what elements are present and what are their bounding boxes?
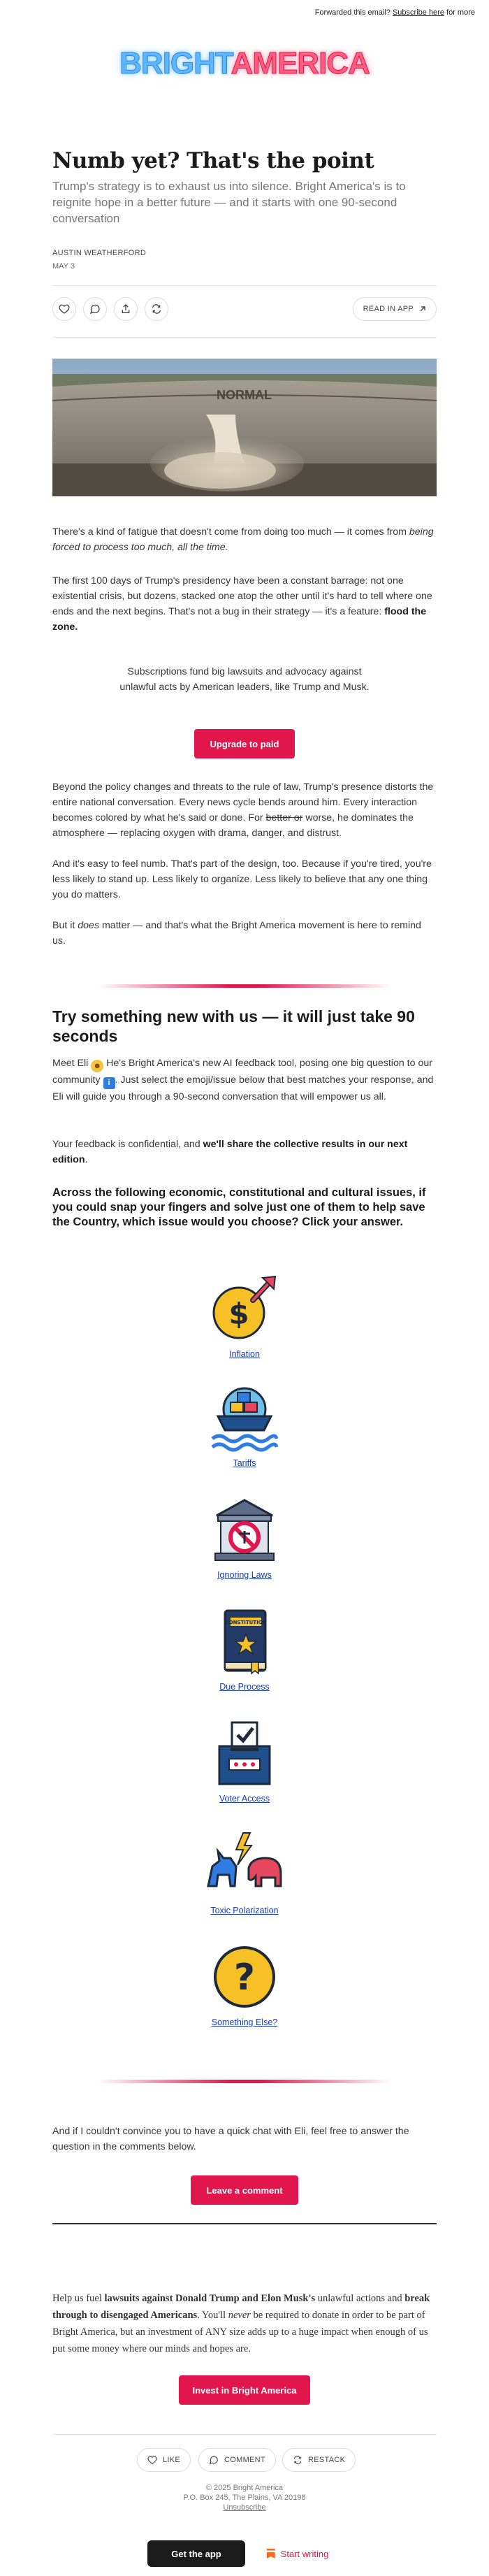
- footer-address: P.O. Box 245, The Plains, VA 20198: [183, 2494, 306, 2502]
- divider-line: [52, 2434, 437, 2435]
- read-in-app-button[interactable]: [353, 297, 437, 321]
- italic-text: does: [78, 920, 100, 931]
- text-segment: be required to donate in order to be part of Bright America, but an investment of ANY size adds up to a huge impact when enough of us put some money where our minds and hopes are.: [52, 2310, 428, 2354]
- subscribe-link[interactable]: Subscribe here: [392, 8, 444, 17]
- footer-restack-button[interactable]: [282, 2448, 356, 2472]
- restack-icon: [293, 2455, 302, 2465]
- option-something-else[interactable]: [175, 1942, 314, 2027]
- donkey-elephant-icon: [203, 1830, 286, 1900]
- option-label[interactable]: Tariffs: [233, 1458, 256, 1468]
- footer-comment-button[interactable]: [198, 2448, 276, 2472]
- restack-label: RESTACK: [308, 2456, 346, 2464]
- confidentiality-note: [52, 1137, 437, 1167]
- paragraph-fatigue: [52, 524, 437, 555]
- option-due-process[interactable]: [175, 1606, 314, 1692]
- invest-button[interactable]: Invest in Bright America: [179, 2375, 310, 2405]
- italic-text: being forced to process too much, all the time.: [52, 526, 434, 553]
- courthouse-prohibited-icon: [210, 1495, 279, 1564]
- forward-notice: [315, 8, 475, 17]
- survey-heading: Try something new with us — it will just take 90 seconds: [52, 1007, 415, 1045]
- comment-label: COMMENT: [224, 2456, 265, 2464]
- brand-logo[interactable]: [0, 46, 489, 81]
- text-segment: Help us fuel: [52, 2293, 105, 2304]
- text-segment: worse, he dominates the atmosphere — replacing oxygen with drama, danger, and distrust.: [52, 812, 414, 839]
- eli-name: Eli: [77, 1058, 89, 1069]
- heart-icon: [147, 2455, 157, 2465]
- option-toxic-polarization[interactable]: [175, 1830, 314, 1915]
- svg-text:$: $: [228, 1297, 249, 1331]
- text-segment: matter — and that's what the Bright America movement is here to remind us.: [52, 920, 421, 947]
- like-label: LIKE: [163, 2456, 181, 2464]
- option-tariffs[interactable]: [175, 1383, 314, 1468]
- comment-icon: [209, 2455, 219, 2465]
- constitution-book-icon: [210, 1606, 279, 1676]
- leave-comment-button[interactable]: Leave a comment: [191, 2175, 298, 2205]
- survey-question: Across the following economic, constitutional and cultural issues, if you could snap your fingers and solve just one of them to help save the Country, which issue would you choose? Click your answer.: [52, 1186, 426, 1228]
- text-segment: Meet: [52, 1058, 78, 1069]
- post-action-bar: [52, 297, 437, 325]
- info-badge-icon: i: [103, 1077, 115, 1089]
- start-writing-label: Start writing: [280, 2548, 329, 2559]
- text-segment: Beyond the policy changes and threats to the rule of law, Trump's presence distorts the entire national conversation. Every news cycle bends around him. Every interaction becomes colored by what he's said or done. For: [52, 782, 434, 823]
- dollar-rising-icon: [210, 1271, 279, 1344]
- option-label[interactable]: Something Else?: [211, 2017, 278, 2027]
- option-label[interactable]: Due Process: [219, 1682, 270, 1692]
- bold-text: we'll share the collective results in our next edition: [52, 1139, 408, 1165]
- text-segment: There's a kind of fatigue that doesn't come from doing too much — it comes from: [52, 526, 409, 538]
- cargo-ship-icon: [210, 1383, 279, 1453]
- text-segment: .: [85, 1154, 88, 1165]
- ballot-box-icon: [210, 1718, 279, 1788]
- bold-text: flood the zone.: [52, 606, 427, 633]
- post-title[interactable]: Numb yet? That's the point: [52, 148, 374, 173]
- post-date: MAY 3: [52, 262, 75, 271]
- strikethrough-text: better or: [265, 812, 303, 823]
- survey-intro: [52, 1056, 437, 1104]
- option-label[interactable]: Toxic Polarization: [210, 1906, 279, 1915]
- text-segment: But it: [52, 920, 78, 931]
- svg-text:?: ?: [233, 1957, 256, 1999]
- paragraph-barrage: [52, 573, 437, 635]
- text-segment: unlawful actions and: [315, 2293, 405, 2304]
- substack-logo-icon: [267, 2549, 275, 2559]
- unsubscribe-link[interactable]: Unsubscribe: [223, 2503, 266, 2512]
- section-divider: [98, 984, 391, 988]
- comment-button[interactable]: [83, 297, 107, 321]
- bold-text: lawsuits against Donald Trump and Elon Musk's: [104, 2293, 316, 2304]
- divider-line: [52, 285, 437, 286]
- restack-icon: [151, 303, 162, 315]
- logo-word-bright: BRIGHT: [119, 46, 231, 80]
- italic-text: never: [228, 2310, 251, 2321]
- paragraph-presence: [52, 779, 437, 841]
- fund-paragraph: [52, 2290, 437, 2357]
- svg-text:CONSTITUTION: CONSTITUTION: [225, 1620, 267, 1625]
- text-segment: Your feedback is confidential, and: [52, 1139, 203, 1150]
- followup-paragraph: And if I couldn't convince you to have a quick chat with Eli, feel free to answer the question in the comments below.: [52, 2126, 409, 2152]
- hero-image[interactable]: [52, 359, 437, 496]
- section-divider: [98, 2080, 391, 2083]
- footer-like-button[interactable]: [137, 2448, 191, 2472]
- external-arrow-icon: [419, 305, 426, 312]
- heart-icon: [59, 303, 70, 315]
- post-subtitle: Trump's strategy is to exhaust us into silence. Bright America's is to reignite hope in a better future — and it starts with one 90-second conversation: [52, 180, 406, 225]
- text-segment: The first 100 days of Trump's presidency have been a constant barrage: not one existential crisis, but dozens, stacked one atop the other until it's hard to tell where one ends and the next begins. That's not a bug in their strategy — it's a feature:: [52, 575, 432, 617]
- text-segment: . Just select the emoji/issue below that best matches your response, and Eli will guide you through a 90-second conversation that will empower us all.: [52, 1074, 434, 1102]
- hero-sign-text: NORMAL: [217, 388, 272, 402]
- option-ignoring-laws[interactable]: [175, 1495, 314, 1580]
- question-mark-icon: [210, 1942, 279, 2012]
- option-label[interactable]: Voter Access: [219, 1794, 270, 1804]
- option-inflation[interactable]: [175, 1271, 314, 1359]
- thick-divider: [52, 2223, 437, 2224]
- get-the-app-button[interactable]: Get the app: [147, 2540, 245, 2567]
- comment-icon: [89, 303, 101, 315]
- logo-word-america: AMERICA: [231, 46, 370, 80]
- footer-actions: [137, 2448, 353, 2472]
- option-label[interactable]: Inflation: [229, 1349, 260, 1359]
- share-icon: [120, 303, 131, 315]
- start-writing-button[interactable]: [249, 2540, 346, 2567]
- eli-face-icon: ☻: [91, 1060, 103, 1072]
- text-segment: . You'll: [197, 2310, 228, 2321]
- option-label[interactable]: Ignoring Laws: [217, 1570, 272, 1580]
- like-button[interactable]: [52, 297, 76, 321]
- bold-text: break through to disengaged Americans: [52, 2293, 430, 2321]
- divider-line: [52, 337, 437, 338]
- forward-suffix: for more: [446, 8, 475, 17]
- read-in-app-label: READ IN APP: [363, 305, 414, 313]
- restack-button[interactable]: [145, 297, 168, 321]
- footer-copyright: © 2025 Bright America: [205, 2484, 284, 2492]
- upgrade-to-paid-button[interactable]: Upgrade to paid: [194, 729, 295, 758]
- subscription-note: Subscriptions fund big lawsuits and advocacy against unlawful acts by American leaders, like Trump and Musk.: [119, 666, 370, 693]
- text-segment: He's Bright America's new AI feedback tool, posing one big question to our community: [52, 1058, 432, 1086]
- option-voter-access[interactable]: [175, 1718, 314, 1804]
- dam-spillway-photo: [52, 359, 437, 496]
- paragraph-matter: [52, 918, 437, 949]
- forward-prefix: Forwarded this email?: [314, 8, 391, 17]
- author-name[interactable]: AUSTIN WEATHERFORD: [52, 249, 147, 257]
- share-button[interactable]: [114, 297, 138, 321]
- paragraph-numb: And it's easy to feel numb. That's part of the design, too. Because if you're tired, you're less likely to stand up. Less likely to organize. Less likely to believe that any one thing you do matters.: [52, 858, 432, 900]
